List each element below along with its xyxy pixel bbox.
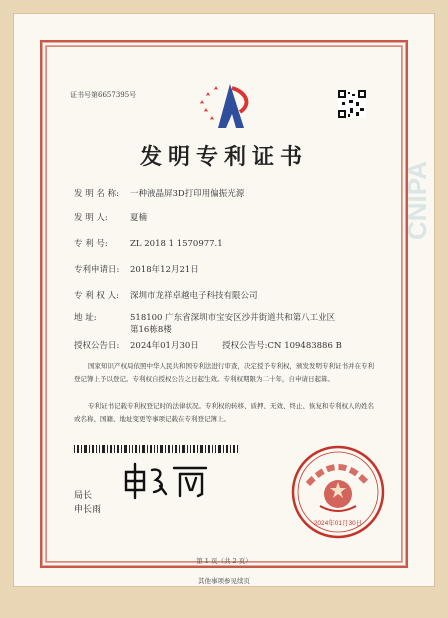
- handwritten-signature: [120, 460, 210, 500]
- qr-code: [338, 90, 366, 118]
- field-patent-number: 专 利 号: ZL 2018 1 1570977.1: [74, 239, 223, 249]
- certificate-title: 发明专利证书: [139, 144, 308, 170]
- field-announcement: 授权公告日: 2024年01月30日 授权公告号:CN 109483886 B: [74, 341, 342, 351]
- field-patentee: 专 利 权 人: 深圳市龙祥卓越电子科技有限公司: [74, 291, 258, 301]
- page-number: 第 1 页（共 2 页）: [196, 557, 252, 565]
- field-inventor: 发 明 人: 夏楠: [74, 213, 148, 223]
- seal-date: 2024年01月30日: [313, 520, 363, 527]
- footer-note: 其他事项参见续页: [198, 577, 250, 585]
- certificate-number: 证书号第6657395号: [70, 91, 137, 99]
- field-application-date: 专利申请日: 2018年12月21日: [74, 265, 199, 275]
- field-address-line2: 第16栋8楼: [130, 325, 172, 335]
- field-address: 地 址: 518100 广东省深圳市宝安区沙井街道共和第八工业区: [74, 313, 336, 323]
- cnipa-logo: [196, 78, 260, 138]
- grant-paragraph: 国家知识产权局依照中华人民共和国专利法进行审查，决定授予专利权，颁发发明专利证书并在专利登记簿上予以登记。专利权自授权公告之日起生效。专利权期限为二十年，自申请日起算。: [74, 362, 374, 383]
- watermark: CNIPA: [402, 161, 432, 240]
- director-title: 局长: [74, 491, 93, 501]
- barcode: [74, 445, 238, 453]
- legal-status-paragraph: 专利证书记载专利权登记时的法律状况。专利权的转移、质押、无效、终止、恢复和专利权人的姓名或名称、国籍、地址变更等事项记载在专利登记簿上。: [74, 402, 374, 423]
- field-invention-name: 发 明 名 称: 一种液晶屏3D打印用偏振光源: [74, 189, 245, 199]
- director-name: 申长雨: [74, 505, 102, 515]
